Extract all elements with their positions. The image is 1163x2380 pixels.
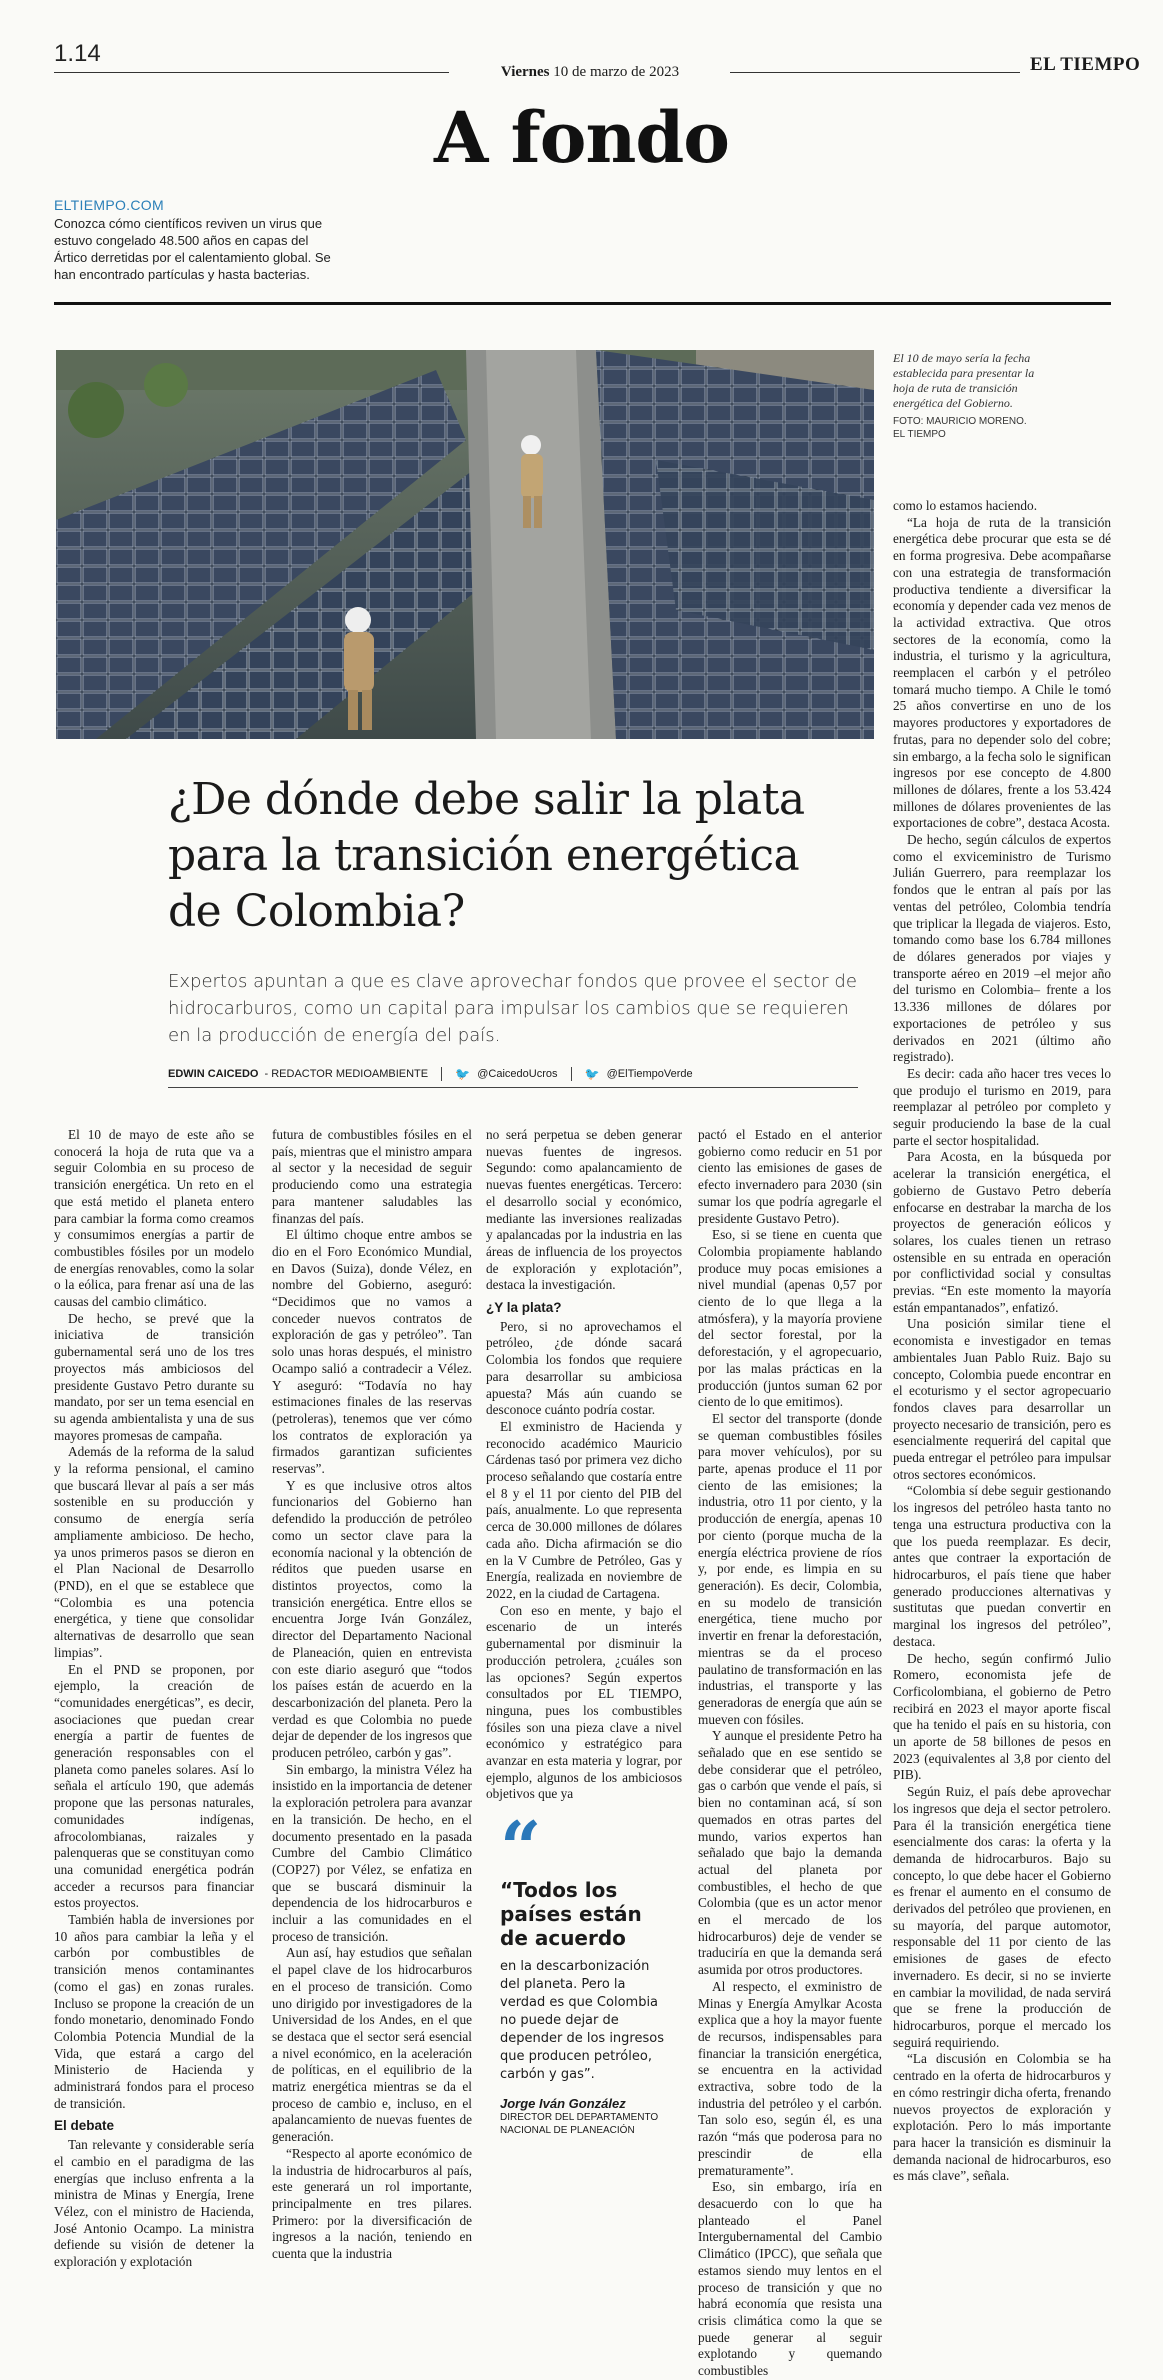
paragraph: Sin embargo, la ministra Vélez ha insistido en la importancia de detener la exploración petrolera para avanzar en la transición. De hecho, en el documento presentado en la pasada Cumbre del Cambio Climático (COP27) por Vélez, se enfatiza en que se buscará disminuir la dependencia de los hidrocarburos e incluir a las comunidades en el proceso de transición. — [272, 1761, 472, 1944]
date-rest: 10 de marzo de 2023 — [553, 64, 680, 80]
paragraph: Es decir: cada año hacer tres veces lo que produjo el turismo en 2019, para reemplazar al petróleo por completo y seguir produciendo la base de la cual parte el sector hospitalidad. — [893, 1065, 1111, 1148]
byline — [168, 1067, 858, 1088]
paragraph: Eso, si se tiene en cuenta que Colombia propiamente hablando produce muy pocas emisiones a nivel mundial (apenas 0,57 por ciento de lo que llega a la atmósfera), y la mayoría proviene del sector forestal, por la deforestación, y el agropecuario, por las malas prácticas en la producción (juntos suman 62 por ciento de lo que emitimos). — [698, 1227, 882, 1410]
pull-quote-role: DIRECTOR DEL DEPARTAMENTO NACIONAL DE PLANEACIÓN — [500, 2112, 659, 2136]
twitter-icon: 🐦 — [455, 1067, 471, 1081]
pull-quote-author: Jorge Iván González — [500, 2096, 626, 2111]
article-column-1 — [54, 1127, 254, 2270]
subheading: El debate — [54, 2118, 115, 2134]
article-deck: Expertos apuntan a que es clave aprovechar fondos que provee el sector de hidrocarburos, como un capital para impulsar los cambios que se requieren en la producción de energía del país. — [168, 971, 857, 1046]
paragraph: En el PND se proponen, por ejemplo, la creación de “comunidades energéticas”, es decir, asociaciones que puedan crear energía a partir de fuentes de generación responsables con el planeta como paneles solares. Así lo señala el artículo 190, que además propone que las personas naturales, comunidades indígenas, afrocolombianas, raizales y palenqueras que se constituyan como una comunidad energética podrán acceder a recursos para financiar estos proyectos. — [54, 1661, 254, 1911]
header-rule-left — [54, 72, 449, 73]
paragraph: pactó el Estado en el anterior gobierno como reducir en 51 por ciento las emisiones de gases de efecto invernadero para 2030 (sin sumar los que podría agregarle el presidente Gustavo Petro). — [698, 1127, 882, 1226]
photo-credit-line: FOTO: MAURICIO MORENO. — [893, 416, 1027, 427]
pull-quote — [500, 1805, 670, 2137]
promo-text: Conozca cómo científicos reviven un virus que estuvo congelado 48.500 años en capas del Ártico derretidas por el calentamiento global. Se han encontrado partículas y hasta bacterias. — [54, 216, 331, 282]
paragraph: futura de combustibles fósiles en el país, mientras que el ministro ampara al sector y la necesidad de seguir produciendo como una estrategia para mantener saludables las finanzas del país. — [272, 1127, 472, 1226]
pull-quote-body: en la descarbonización del planeta. Pero la verdad es que Colombia no puede dejar de depender de los ingresos que producen petróleo, carbón y gas”. — [500, 1959, 664, 2082]
paragraph: El último choque entre ambos se dio en el Foro Económico Mundial, en Davos (Suiza), donde Vélez, en nombre del Gobierno, aseguró: “Decidimos que no vamos a conceder nuevos contratos de exploración de gas y petróleo”. Tan solo unas horas después, el ministro Ocampo salió a contradecir a Vélez. Y aseguró: “Todavía no hay estimaciones finales de las reservas (petroleras), tenemos que ver cómo los contratos de exploración ya firmados garantizan suficientes reservas”. — [272, 1227, 472, 1477]
article-column-4 — [698, 1127, 882, 2379]
paragraph: Pero, si no aprovechamos el petróleo, ¿de dónde sacará Colombia los fondos que requiere para desarrollar su ambiciosa apuesta? Más aún cuando se desconoce cuánto podría costar. — [486, 1318, 682, 1418]
paragraph: De hecho, se prevé que la iniciativa de transición gubernamental será uno de los tres proyectos más ambiciosos del presidente Gustavo Petro durante su mandato, por ser un tema esencial en su agenda ambientalista y una de sus mayores promesas de campaña. — [54, 1310, 254, 1443]
paragraph: “Colombia sí debe seguir gestionando los ingresos del petróleo hasta tanto no tenga una estructura productiva con la que los pueda reemplazar. Es decir, antes que contraer la exportación de hidrocarburos, el país tiene que haber generado producciones alternativas y sustitutas que puedan convertir en marginal los ingresos del petróleo”, destaca. — [893, 1483, 1111, 1649]
article-column-3 — [486, 1127, 682, 1802]
byline-name: EDWIN CAICEDO — [168, 1068, 259, 1080]
paragraph: no será perpetua se deben generar nuevas fuentes de ingresos. Segundo: como apalancamiento de nuevas fuentes energéticas. Tercero: el desarrollo social y económico, mediante las inversiones realizadas y apalancadas por la industria en las áreas de influencia de los proyectos de exploración y explotación”, destaca la investigación. — [486, 1127, 682, 1293]
header-rule-right — [730, 72, 1020, 73]
article-column-5 — [893, 498, 1111, 2184]
page-number: 1.14 — [54, 40, 101, 67]
paragraph: como lo estamos haciendo. — [893, 498, 1038, 513]
solar-panels-illustration — [56, 350, 874, 739]
article-headline: ¿De dónde debe salir la plata para la transición energética de Colombia? — [168, 774, 805, 937]
twitter-icon: 🐦 — [584, 1067, 600, 1081]
paragraph: El sector del transporte (donde se queman combustibles fósiles para mover vehículos), por su parte, apenas produce el 11 por ciento de las emisiones; la industria, otro 11 por ciento, y la producción de energía, apenas 10 por ciento (porque mucha de la energía eléctrica proviene de ríos y, por ende, es limpia en su generación). Es decir, Colombia, en su modelo de transición energética, tiene mucho por invertir en frenar la deforestación, mientras se da el proceso paulatino de transformación en las industrias, el transporte y las generadoras de energía que aún se mueven con fósiles. — [698, 1410, 882, 1727]
quote-mark-icon: “ — [500, 1805, 542, 1890]
paragraph: El exministro de Hacienda y reconocido académico Mauricio Cárdenas tasó por primera vez dicho proceso señalando que costaría entre el 8 y el 11 por ciento del PIB del país, anualmente. Lo que representa cerca de 30.000 millones de dólares cada año. Dicha afirmación se dio en la V Cumbre de Petróleo, Gas y Energía, realizada en noviembre de 2022, en la ciudad de Cartagena. — [486, 1418, 682, 1601]
photo-credit — [893, 415, 1053, 441]
hero-photo — [56, 350, 874, 739]
paragraph: Además de la reforma de la salud y la reforma pensional, el camino que buscará llevar al país a ser más sostenible en su producción y consumo de energía sería ampliamente ambicioso. De hecho, ya unos primeros pasos se dieron en el Plan Nacional de Desarrollo (PND), en el que se establece que “Colombia es una potencia energética, y tiene que consolidar alternativas de desarrollo que sean limpias”. — [54, 1444, 254, 1660]
byline-separator — [441, 1067, 442, 1081]
paragraph: “La hoja de ruta de la transición energética debe procurar que esta se dé en forma progresiva. Debe acompañarse con una estrategia de transformación productiva tendiente a diversificar la economía y depender cada vez menos de la actividad extractiva. Que otros sectores de la economía, como la industria, el turismo y la agricultura, reemplacen el carbón y el petróleo tomará mucho tiempo. A Chile le tomó 25 años convertirse en uno de los mayores productores y exportadores de frutas, para no depender solo del cobre; sin embargo, a la fecha solo le significan ingresos por ese concepto de 4.800 millones de dólares, frente a los 53.424 millones de dólares provenientes de las exportaciones de cobre”, destaca Acosta. — [893, 514, 1111, 831]
promo-label[interactable]: ELTIEMPO.COM — [54, 197, 164, 213]
photo-caption: El 10 de mayo sería la fecha establecida para presentar la hoja de ruta de transición energética del Gobierno. — [893, 351, 1035, 410]
paragraph: Tan relevante y considerable sería el cambio en el paradigma de las energías que incluso enfrenta a la ministra de Minas y Energía, Irene Vélez, con el ministro de Hacienda, José Antonio Ocampo. La ministra defiende su visión de detener la exploración y explotación — [54, 2137, 254, 2270]
paragraph: Para Acosta, en la búsqueda por acelerar la transición energética, el gobierno de Gustavo Petro debería enfocarse en destrabar la marcha de los proyectos de generación eólicos y solares, los cuales tienen un retraso ostensible en su entrada en operación por conflictividad social y consultas previas. “En este momento la mayoría están empantanados”, enfatizó. — [893, 1149, 1111, 1315]
paragraph: Con eso en mente, y bajo el escenario de un interés gubernamental por disminuir la producción petrolera, ¿cuáles son las opciones? Según expertos consultados por EL TIEMPO, ninguna, pues los combustibles fósiles son una pieza clave a nivel económico y estratégico para avanzar en esta materia y lograr, por ejemplo, algunos de los ambiciosos objetivos que ya — [486, 1602, 682, 1802]
paragraph: Según Ruiz, el país debe aprovechar los ingresos que deja el sector petrolero. Para él la transición energética tiene esencialmente dos caras: la oferta y la demanda de hidrocarburos. Bajo su concepto, lo que debe hacer el Gobierno es frenar el aumento en el consumo de derivados del petróleo que provienen, en su mayoría, del parque automotor, responsable del 11 por ciento de las emisiones de gases de efecto invernadero. Es decir, si no se invierte en cambiar la movilidad, de nada servirá que se frene la producción de hidrocarburos, porque el mercado los seguirá requiriendo. — [893, 1784, 1111, 2050]
date-day: Viernes — [500, 64, 550, 80]
paragraph: De hecho, según confirmó Julio Romero, economista jefe de Corficolombiana, el gobierno de Petro recibirá en 2023 el mayor aporte fiscal que ha tenido el país en su historia, con un aporte de 58 billones de pesos en 2023 (equivalentes al 3,8 por ciento del PIB). — [893, 1650, 1111, 1783]
paragraph: Una posición similar tiene el economista e investigador en temas ambientales Juan Pablo Ruiz. Bajo su concepto, Colombia puede encontrar en el ecoturismo y el sector agropecuario fondos claves para desarrollar un proyecto necesario de transición, pero es esencialmente requerirá del capital que pueda entregar el petróleo para impulsar otros sectores económicos. — [893, 1316, 1111, 1482]
paragraph: “Respecto al aporte económico de la industria de hidrocarburos al país, este generará un rol importante, principalmente en tres pilares. Primero: por la diversificación de ingresos a la nación, teniendo en cuenta que la industria — [272, 2145, 472, 2262]
byline-role: - REDACTOR MEDIOAMBIENTE — [264, 1068, 429, 1080]
paragraph: Al respecto, el exministro de Minas y Energía Amylkar Acosta explica que a hoy la mayor fuente de recursos, indispensables para financiar la transición energética, se encuentra en la actividad extractiva, sobre todo de la industria del petróleo y el carbón. Tan solo eso, según él, es una razón “más que poderosa para no prescindir de ella prematuramente”. — [698, 1978, 882, 2178]
paragraph: De hecho, según cálculos de expertos como el exviceministro de Turismo Julián Guerrero, para reemplazar los fondos que le entran al país por las ventas del petróleo, Colombia tendría que triplicar la llegada de viajeros. Esto, tomando como base los 6.784 millones de dólares generados por viajes y transporte aéreo en 2019 –el mejor año del turismo en Colombia– frente a los 13.336 millones de dólares por exportaciones de petróleo y sus derivados en 2021 (último año registrado). — [893, 832, 1111, 1065]
paragraph: “La discusión en Colombia se ha centrado en la oferta de hidrocarburos y en cómo restringir dicha oferta, frenando nuevos proyectos de exploración y explotación. Pero lo más importante para hacer la transición es disminuir la demanda nacional de hidrocarburos, eso es más clave”, señala. — [893, 2051, 1111, 2184]
article-column-2 — [272, 1127, 472, 2262]
date-line — [440, 64, 740, 81]
paragraph: También habla de inversiones por 10 años para cambiar la leña y el carbón por combustibles de transición menos contaminantes (como el gas) en zonas rurales. Incluso se propone la creación de un fondo monetario, denominado Fondo Colombia Potencia Mundial de la Vida, que estará a cargo del Ministerio de Hacienda y administrará fondos para el proceso de transición. — [54, 1912, 254, 2111]
section-divider — [54, 302, 1111, 305]
twitter-section-handle[interactable]: @ElTiempoVerde — [606, 1068, 693, 1080]
paragraph: Aun así, hay estudios que señalan el papel clave de los hidrocarburos en el proceso de transición. Como uno dirigido por investigadores de la Universidad de los Andes, en el que se destaca que el sector será esencial a nivel económico, en la aceleración de políticas, en el equilibrio de la matriz energética mientras se da el proceso de cambio e, incluso, en el apalancamiento de nuevas fuentes de generación. — [272, 1945, 472, 2145]
paragraph: Y aunque el presidente Petro ha señalado que en ese sentido se debe considerar que el petróleo, gas o carbón que vende el país, si bien no contaminan acá, sí son quemados en otras partes del mundo, varios expertos han señalado que bajo la demanda actual del planeta por combustibles, el hecho de que Colombia (que es un actor menor en el mercado de los hidrocarburos) deje de vender se traduciría en que la demanda será asumida por otros productores. — [698, 1728, 882, 1978]
paragraph: Y es que inclusive otros altos funcionarios del Gobierno han defendido la producción de petróleo como un sector clave para la economía nacional y la obtención de réditos que pueden usarse en distintos proyectos, como la transición energética. Entre ellos se encuentra Jorge Iván González, director del Departamento Nacional de Planeación, quien en entrevista con este diario aseguró que “todos los países están de acuerdo en la descarbonización del planeta. Pero la verdad es que Colombia no puede dejar de depender de los ingresos que producen petróleo, carbón y gas”. — [272, 1477, 472, 1761]
photo-credit-source: EL TIEMPO — [893, 429, 946, 440]
masthead-logo: EL TIEMPO — [1030, 54, 1141, 75]
byline-separator-2 — [571, 1067, 572, 1081]
twitter-author-handle[interactable]: @CaicedoUcros — [477, 1068, 558, 1080]
pull-quote-lead: “Todos los países están de acuerdo — [500, 1878, 642, 1950]
section-title: A fondo — [433, 96, 729, 179]
paragraph: Eso, sin embargo, iría en desacuerdo con lo que ha planteado el Panel Intergubernamental del Cambio Climático (IPCC), que señala que estamos siendo muy lentos en el proceso de transición y que no habrá economía que resista una crisis climática como la que se puede generar al seguir explotando y quemando combustibles — [698, 2179, 882, 2379]
paragraph: El 10 de mayo de este año se conocerá la hoja de ruta que va a seguir Colombia en su proceso de transición energética. Un reto en el que está metido el planeta entero para cambiar la forma como creamos y consumimos energías a partir de combustibles fósiles por un modelo de energías renovables, como la solar o la eólica, para frenar así una de las causas del cambio climático. — [54, 1127, 254, 1310]
subheading: ¿Y la plata? — [486, 1300, 562, 1316]
